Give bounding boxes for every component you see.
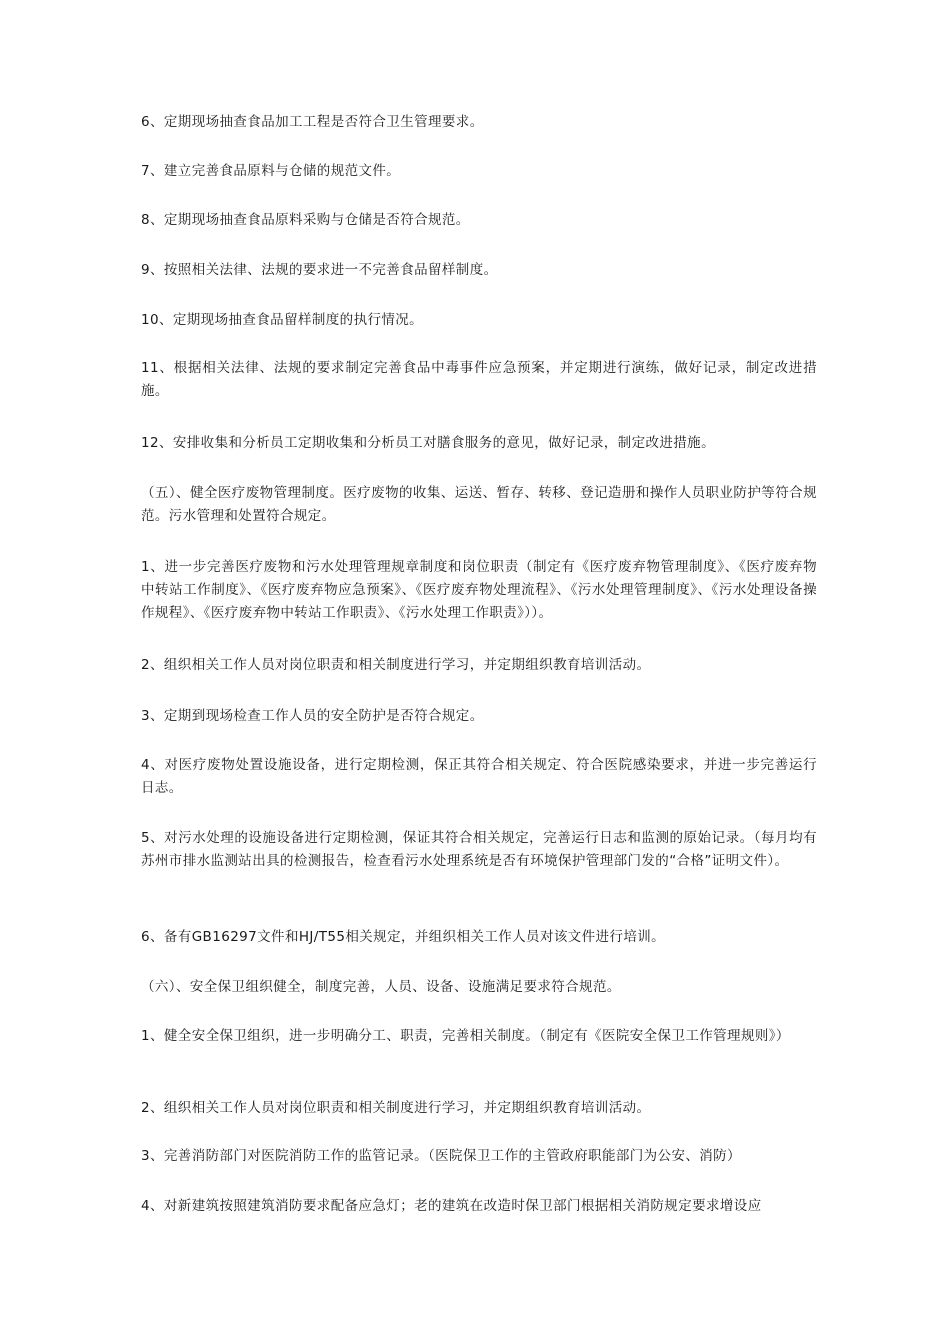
section-heading-5: （五）、健全医疗废物管理制度。医疗废物的收集、运送、暂存、转移、登记造册和操作人员职业防护等符合规范。污水管理和处置符合规定。: [141, 485, 817, 524]
paragraph-item-10: 10、定期现场抽查食品留样制度的执行情况。: [141, 312, 424, 328]
paragraph-item-3b: 3、完善消防部门对医院消防工作的监管记录。（医院保卫工作的主管政府职能部门为公安、消防）: [141, 1148, 741, 1164]
paragraph-item-6: 6、定期现场抽查食品加工工程是否符合卫生管理要求。: [141, 114, 484, 130]
paragraph-item-8: 8、定期现场抽查食品原料采购与仓储是否符合规范。: [141, 212, 470, 228]
section-heading-6: （六）、安全保卫组织健全，制度完善，人员、设备、设施满足要求符合规范。: [141, 979, 621, 995]
paragraph-item-4b: 4、对新建筑按照建筑消防要求配备应急灯；老的建筑在改造时保卫部门根据相关消防规定要求增设应: [141, 1198, 762, 1214]
paragraph-item-2b: 2、组织相关工作人员对岗位职责和相关制度进行学习，并定期组织教育培训活动。: [141, 1100, 651, 1116]
paragraph-item-12: 12、安排收集和分析员工定期收集和分析员工对膳食服务的意见，做好记录，制定改进措施。: [141, 435, 715, 451]
paragraph-item-9: 9、按照相关法律、法规的要求进一不完善食品留样制度。: [141, 262, 498, 278]
paragraph-item-7: 7、建立完善食品原料与仓储的规范文件。: [141, 163, 401, 179]
paragraph-item-6b: 6、备有GB16297文件和HJ/T55相关规定，并组织相关工作人员对该文件进行培训。: [141, 929, 666, 945]
paragraph-item-3: 3、定期到现场检查工作人员的安全防护是否符合规定。: [141, 708, 484, 724]
paragraph-item-1b: 1、健全安全保卫组织，进一步明确分工、职责，完善相关制度。（制定有《医院安全保卫工作管理规则》）: [141, 1028, 790, 1044]
paragraph-item-2: 2、组织相关工作人员对岗位职责和相关制度进行学习，并定期组织教育培训活动。: [141, 657, 651, 673]
paragraph-item-1: 1、进一步完善医疗废物和污水处理管理规章制度和岗位职责（制定有《医疗废弃物管理制度》、《医疗废弃物中转站工作制度》、《医疗废弃物应急预案》、《医疗废弃物处理流程》、《污水处理管理制度》、《污水处理设备操作规程》、《医疗废弃物中转站工作职责》、《污水处理工作职责》））。: [141, 559, 817, 621]
paragraph-item-5: 5、对污水处理的设施设备进行定期检测，保证其符合相关规定，完善运行日志和监测的原始记录。（每月均有苏州市排水监测站出具的检测报告，检查看污水处理系统是否有环境保护管理部门发的“合格”证明文件）。: [141, 830, 817, 869]
paragraph-item-11: 11、根据相关法律、法规的要求制定完善食品中毒事件应急预案，并定期进行演练，做好记录，制定改进措施。: [141, 360, 817, 399]
paragraph-item-4: 4、对医疗废物处置设施设备，进行定期检测，保正其符合相关规定、符合医院感染要求，并进一步完善运行日志。: [141, 757, 817, 796]
